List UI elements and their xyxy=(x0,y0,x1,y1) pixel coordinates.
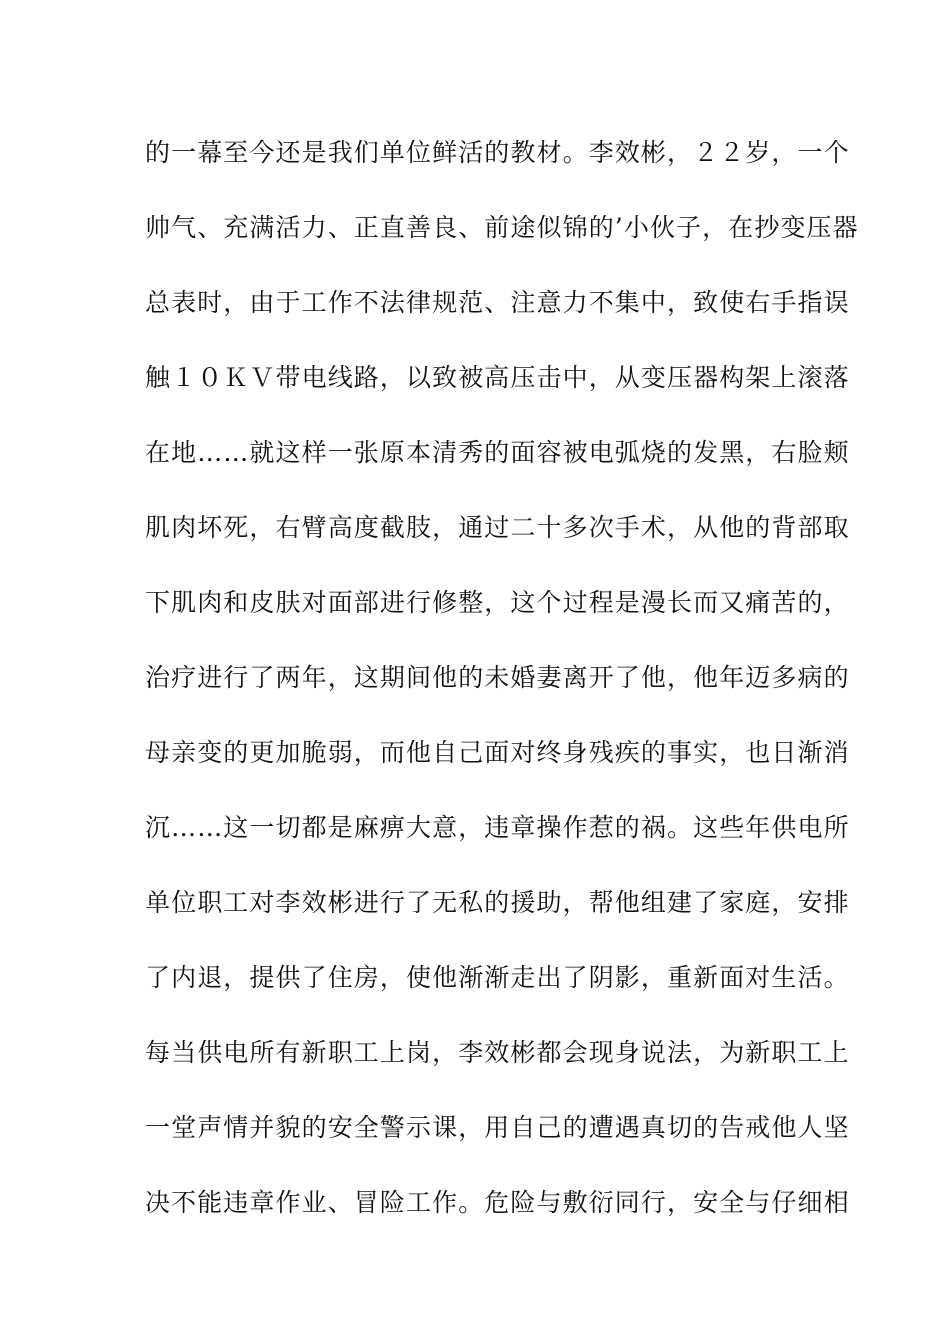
text-line: 肌肉坏死，右臂高度截肢，通过二十多次手术，从他的背部取 xyxy=(145,513,850,542)
text-line: 在地……就这样一张原本清秀的面容被电弧烧的发黑，右脸颊 xyxy=(145,438,850,467)
text-line: 治疗进行了两年，这期间他的未婚妻离开了他，他年迈多病的 xyxy=(145,663,850,692)
text-line: 总表时，由于工作不法律规范、注意力不集中，致使右手指误 xyxy=(145,288,850,317)
text-line: 单位职工对李效彬进行了无私的援助，帮他组建了家庭，安排 xyxy=(145,888,850,917)
text-line: 帅气、充满活力、正直善良、前途似锦的’小伙子，在抄变压器 xyxy=(145,213,859,242)
text-line: 下肌肉和皮肤对面部进行修整，这个过程是漫长而又痛苦的， xyxy=(145,588,850,617)
body-text xyxy=(145,133,859,1258)
text-line: 的一幕至今还是我们单位鲜活的教材。李效彬，２２岁，一个 xyxy=(145,138,850,167)
text-line: 一堂声情并貌的安全警示课，用自己的遭遇真切的告戒他人坚 xyxy=(145,1113,850,1142)
text-line: 母亲变的更加脆弱，而他自己面对终身残疾的事实，也日渐消 xyxy=(145,738,850,767)
text-line: 每当供电所有新职工上岗，李效彬都会现身说法，为新职工上 xyxy=(145,1038,850,1067)
text-line: 了内退，提供了住房，使他渐渐走出了阴影，重新面对生活。 xyxy=(145,963,850,992)
text-line: 决不能违章作业、冒险工作。危险与敷衍同行，安全与仔细相 xyxy=(145,1188,850,1217)
text-line: 触１０ＫＶ带电线路，以致被高压击中，从变压器构架上滚落 xyxy=(145,363,850,392)
text-line: 沉……这一切都是麻痹大意，违章操作惹的祸。这些年供电所 xyxy=(145,813,850,842)
